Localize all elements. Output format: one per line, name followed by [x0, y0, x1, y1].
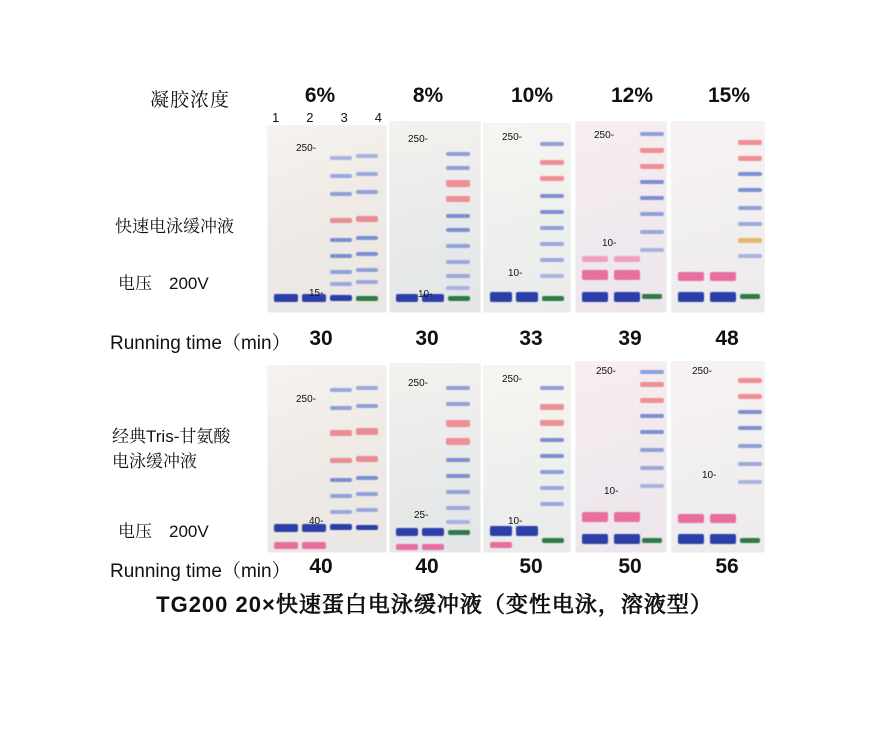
marker-label: 10-: [702, 470, 717, 481]
band: [446, 260, 470, 264]
row2-buffer-label-line2: 电泳缓冲液: [112, 451, 197, 471]
marker-label: 250-: [296, 394, 317, 405]
row2-running-time-5: 56: [715, 555, 739, 578]
row2-running-time-3: 50: [519, 555, 543, 578]
band: [274, 524, 298, 532]
concentration-value-1: 6%: [304, 84, 336, 107]
band: [640, 248, 664, 252]
band: [540, 502, 564, 506]
band: [738, 238, 762, 243]
band: [640, 164, 664, 169]
band: [642, 294, 662, 299]
band: [540, 386, 564, 390]
band: [302, 542, 326, 549]
band: [614, 534, 640, 544]
band: [356, 386, 378, 390]
band: [396, 544, 418, 550]
band: [446, 228, 470, 232]
band: [356, 492, 378, 496]
row2-running-time-1: 40: [309, 555, 333, 578]
band: [540, 404, 564, 410]
band: [330, 295, 352, 301]
band: [446, 474, 470, 478]
row2-buffer-label: [112, 425, 230, 474]
band: [710, 272, 736, 281]
marker-label: 40-: [309, 516, 324, 527]
band: [446, 402, 470, 406]
band: [330, 430, 352, 436]
row1-running-time-3: 33: [519, 327, 543, 350]
band: [446, 458, 470, 462]
band: [274, 542, 298, 549]
marker-label: 25-: [414, 510, 429, 521]
figure-caption: TG200 20×快速蛋白电泳缓冲液（变性电泳，溶液型）: [156, 592, 713, 617]
band: [356, 508, 378, 512]
band: [356, 216, 378, 222]
marker-label: 250-: [594, 130, 615, 141]
band: [540, 486, 564, 490]
band: [446, 490, 470, 494]
band: [542, 538, 564, 543]
marker-label: 250-: [596, 366, 617, 377]
concentration-value-4: 12%: [610, 84, 654, 107]
concentration-value-5: 15%: [707, 84, 751, 107]
band: [330, 218, 352, 223]
band: [640, 180, 664, 184]
band: [640, 370, 664, 374]
band: [446, 274, 470, 278]
band: [678, 514, 704, 523]
gel-row1-col3: [484, 124, 570, 312]
lane-number-4: 4: [374, 110, 382, 125]
band: [640, 448, 664, 452]
band: [738, 394, 762, 399]
band: [356, 280, 378, 284]
band: [540, 420, 564, 426]
band: [274, 294, 298, 302]
band: [640, 484, 664, 488]
band: [330, 458, 352, 463]
row1-buffer-label: 快速电泳缓冲液: [115, 217, 234, 236]
band: [330, 406, 352, 410]
band: [640, 466, 664, 470]
band: [330, 388, 352, 392]
band: [582, 256, 608, 262]
gel-row2-col5: [672, 362, 764, 552]
marker-label: 10-: [604, 486, 619, 497]
band: [330, 524, 352, 530]
band: [738, 206, 762, 210]
band: [540, 242, 564, 246]
band: [640, 382, 664, 387]
band: [738, 222, 762, 226]
band: [356, 476, 378, 480]
gel-row1-col1: [268, 126, 386, 312]
band: [710, 292, 736, 302]
marker-label: 10-: [508, 268, 523, 279]
marker-label: 10-: [602, 238, 617, 249]
band: [356, 296, 378, 301]
band: [678, 272, 704, 281]
band: [396, 294, 418, 302]
gel-row2-col1: [268, 366, 386, 552]
band: [540, 142, 564, 146]
band: [330, 494, 352, 498]
band: [446, 286, 470, 290]
band: [540, 470, 564, 474]
band: [448, 530, 470, 535]
lane-number-3: 3: [340, 110, 348, 125]
band: [738, 462, 762, 466]
band: [640, 430, 664, 434]
band: [490, 292, 512, 302]
band: [356, 456, 378, 462]
marker-label: 15-: [309, 288, 324, 299]
band: [356, 525, 378, 530]
band: [446, 506, 470, 510]
band: [640, 398, 664, 403]
band: [678, 534, 704, 544]
band: [642, 538, 662, 543]
band: [540, 194, 564, 198]
band: [582, 270, 608, 280]
band: [446, 520, 470, 524]
band: [330, 174, 352, 178]
band: [740, 294, 760, 299]
gel-concentration-label: 凝胶浓度: [150, 90, 231, 111]
concentration-value-3: 10%: [510, 84, 554, 107]
gel-background: [576, 362, 666, 552]
row1-running-time-label: Running time（min）: [110, 333, 291, 354]
band: [330, 254, 352, 258]
band: [446, 152, 470, 156]
band: [710, 534, 736, 544]
band: [330, 270, 352, 274]
band: [330, 156, 352, 160]
band: [446, 180, 470, 187]
gel-background: [484, 124, 570, 312]
band: [516, 292, 538, 302]
band: [446, 166, 470, 170]
band: [446, 196, 470, 202]
band: [330, 238, 352, 242]
gel-background: [672, 362, 764, 552]
band: [396, 528, 418, 536]
marker-label: 250-: [296, 143, 317, 154]
band: [640, 148, 664, 153]
band: [540, 454, 564, 458]
band: [582, 292, 608, 302]
row2-running-time-2: 40: [415, 555, 439, 578]
band: [738, 444, 762, 448]
band: [710, 514, 736, 523]
gel-row2-col4: [576, 362, 666, 552]
band: [330, 478, 352, 482]
row2-voltage-label: 电压 200V: [118, 522, 209, 541]
band: [540, 176, 564, 181]
band: [356, 172, 378, 176]
band: [448, 296, 470, 301]
marker-label: 250-: [502, 374, 523, 385]
row1-voltage-label: 电压 200V: [118, 274, 209, 293]
marker-label: 250-: [502, 132, 523, 143]
band: [516, 526, 538, 536]
marker-label: 250-: [408, 378, 429, 389]
band: [678, 292, 704, 302]
band: [356, 154, 378, 158]
row1-running-time-4: 39: [618, 327, 642, 350]
band: [330, 282, 352, 286]
concentration-value-2: 8%: [412, 84, 444, 107]
row2-running-time-4: 50: [618, 555, 642, 578]
row1-running-time-5: 48: [715, 327, 739, 350]
band: [738, 188, 762, 192]
band: [330, 192, 352, 196]
row1-running-time-1: 30: [309, 327, 333, 350]
band: [640, 230, 664, 234]
band: [614, 292, 640, 302]
gel-row2-col2: [390, 364, 480, 552]
lane-number-row: [272, 110, 382, 125]
band: [640, 212, 664, 216]
band: [446, 438, 470, 445]
band: [540, 160, 564, 165]
band: [614, 512, 640, 522]
band: [540, 274, 564, 278]
band: [446, 386, 470, 390]
band: [640, 196, 664, 200]
band: [738, 254, 762, 258]
row1-running-time-2: 30: [415, 327, 439, 350]
band: [356, 190, 378, 194]
band: [614, 270, 640, 280]
marker-label: 10-: [418, 289, 433, 300]
band: [738, 172, 762, 176]
band: [540, 438, 564, 442]
band: [542, 296, 564, 301]
band: [446, 420, 470, 427]
band: [738, 156, 762, 161]
band: [738, 140, 762, 145]
row2-running-time-label: Running time（min）: [110, 561, 291, 582]
band: [356, 236, 378, 240]
band: [446, 244, 470, 248]
band: [422, 528, 444, 536]
band: [356, 252, 378, 256]
marker-label: 250-: [692, 366, 713, 377]
gel-row1-col2: [390, 122, 480, 312]
band: [422, 544, 444, 550]
band: [640, 132, 664, 136]
band: [540, 226, 564, 230]
marker-label: 10-: [508, 516, 523, 527]
marker-label: 250-: [408, 134, 429, 145]
band: [738, 426, 762, 430]
band: [740, 538, 760, 543]
lane-number-1: 1: [272, 110, 280, 125]
band: [490, 526, 512, 536]
band: [540, 210, 564, 214]
gel-background: [484, 366, 570, 552]
band: [582, 512, 608, 522]
gel-background: [672, 122, 764, 312]
band: [356, 268, 378, 272]
band: [738, 378, 762, 383]
band: [490, 542, 512, 548]
band: [614, 256, 640, 262]
gel-row2-col3: [484, 366, 570, 552]
row2-buffer-label-line1: 经典Tris-甘氨酸: [112, 427, 231, 446]
gel-row1-col5: [672, 122, 764, 312]
band: [540, 258, 564, 262]
band: [356, 404, 378, 408]
band: [738, 480, 762, 484]
band: [330, 510, 352, 514]
band: [356, 428, 378, 435]
band: [446, 214, 470, 218]
lane-number-2: 2: [306, 110, 314, 125]
band: [640, 414, 664, 418]
band: [582, 534, 608, 544]
gel-row1-col4: [576, 122, 666, 312]
band: [738, 410, 762, 414]
